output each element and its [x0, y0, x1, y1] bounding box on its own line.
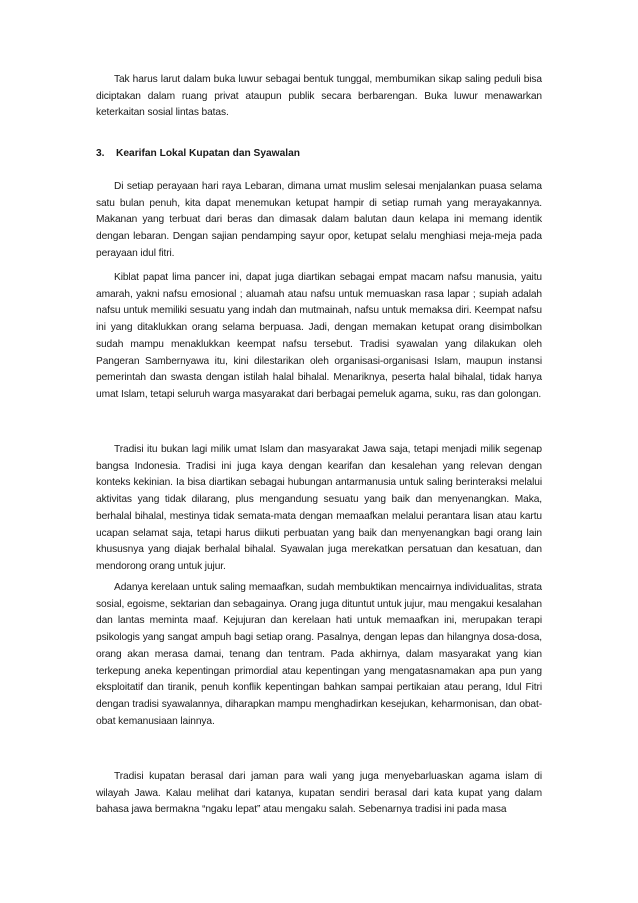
section-heading [96, 146, 542, 162]
paragraph-tradisi-milik-bangsa: Tradisi itu bukan lagi milik umat Islam dan masyarakat Jawa saja, tetapi menjadi milik segenap bangsa Indonesia. Tradisi ini juga kaya dengan kearifan dan kesalehan yang relevan dengan konteks kekinian. Ia bisa diartikan sebagai hubungan antarmanusia untuk saling berinteraksi melalui aktivitas yang tidak dilarang, plus mengandung sesuatu yang baik dan menyenangkan. Maka, berhalal bihalal, mestinya tidak semata-mata dengan memaafkan melalui perantara lisan atau kartu ucapan selamat saja, tetapi harus diikuti perbuatan yang baik dan menyenangkan bagi orang lain khususnya yang diajak berhalal bihalal. Syawalan juga merekatkan persatuan dan kesatuan, dan mendorong orang untuk jujur. [96, 444, 542, 572]
paragraph-tradisi-kupatan: Tradisi kupatan berasal dari jaman para wali yang juga menyebarluaskan agama islam di wilayah Jawa. Kalau melihat dari katanya, kupatan sendiri berasal dari kata kupat yang dalam bahasa jawa bermakna “ngaku lepat” atau mengaku salah. Sebenarnya tradisi ini pada masa [96, 771, 542, 816]
paragraph-kiblat-papat: Kiblat papat lima pancer ini, dapat juga diartikan sebagai empat macam nafsu manusia, yaitu amarah, yakni nafsu emosional ; aluamah atau nafsu untuk memuaskan rasa lapar ; supiah adalah nafsu untuk memiliki sesuatu yang indah dan mutmainah, nafsu untuk memaksa diri. Keempat nafsu ini yang ditaklukkan orang selama berpuasa. Jadi, dengan memakan ketupat orang disimbolkan sudah mampu menaklukkan keempat nafsu tersebut. Tradisi syawalan yang dilakukan oleh Pangeran Sambernyawa itu, kini dilestarikan oleh organisasi-organisasi Islam, maupun instansi pemerintah dan swasta dengan istilah halal bihalal. Menariknya, peserta halal bihalal, tidak hanya umat Islam, tetapi seluruh warga masyarakat dari berbagai pemeluk agama, suku, ras dan golongan. [96, 272, 542, 400]
paragraph-buka-luwur: Tak harus larut dalam buka luwur sebagai bentuk tunggal, membumikan sikap saling peduli bisa diciptakan dalam ruang privat ataupun publik secara berbarengan. Buka luwur menawarkan keterkaitan sosial lintas batas. [96, 74, 542, 119]
paragraph-ketupat-lebaran: Di setiap perayaan hari raya Lebaran, dimana umat muslim selesai menjalankan puasa selama satu bulan penuh, kita dapat menemukan ketupat hampir di setiap rumah yang merayakannya. Makanan yang terbuat dari beras dan dimasak dalam balutan daun kelapa ini memang identik dengan lebaran. Dengan sajian pendamping sayur opor, ketupat selalu menghiasi meja-meja pada perayaan idul fitri. [96, 181, 542, 259]
section-number: 3. [96, 148, 105, 159]
section-title: Kearifan Lokal Kupatan dan Syawalan [116, 148, 300, 159]
paragraph-kerelaan-memaafkan: Adanya kerelaan untuk saling memaafkan, sudah membuktikan mencairnya individualitas, strata sosial, egoisme, sektarian dan sebagainya. Orang juga dituntut untuk jujur, mau mengakui kesalahan dan lantas meminta maaf. Kejujuran dan kerelaan hati untuk memaafkan ini, merupakan terapi psikologis yang sangat ampuh bagi setiap orang. Pasalnya, dengan lepas dan hilangnya dosa-dosa, orang akan merasa damai, tenang dan tentram. Pada akhirnya, dalam masyarakat yang kian terkepung aneka kepentingan primordial atau kepentingan yang mengatasnamakan apa pun yang eksploitatif dan tiranik, penuh konflik kepentingan bahkan sampai pertikaian atau perang, Idul Fitri dengan tradisi syawalannya, diharapkan mampu menghadirkan kesejukan, keharmonisan, dan obat-obat kemanusiaan lainnya. [96, 582, 542, 727]
